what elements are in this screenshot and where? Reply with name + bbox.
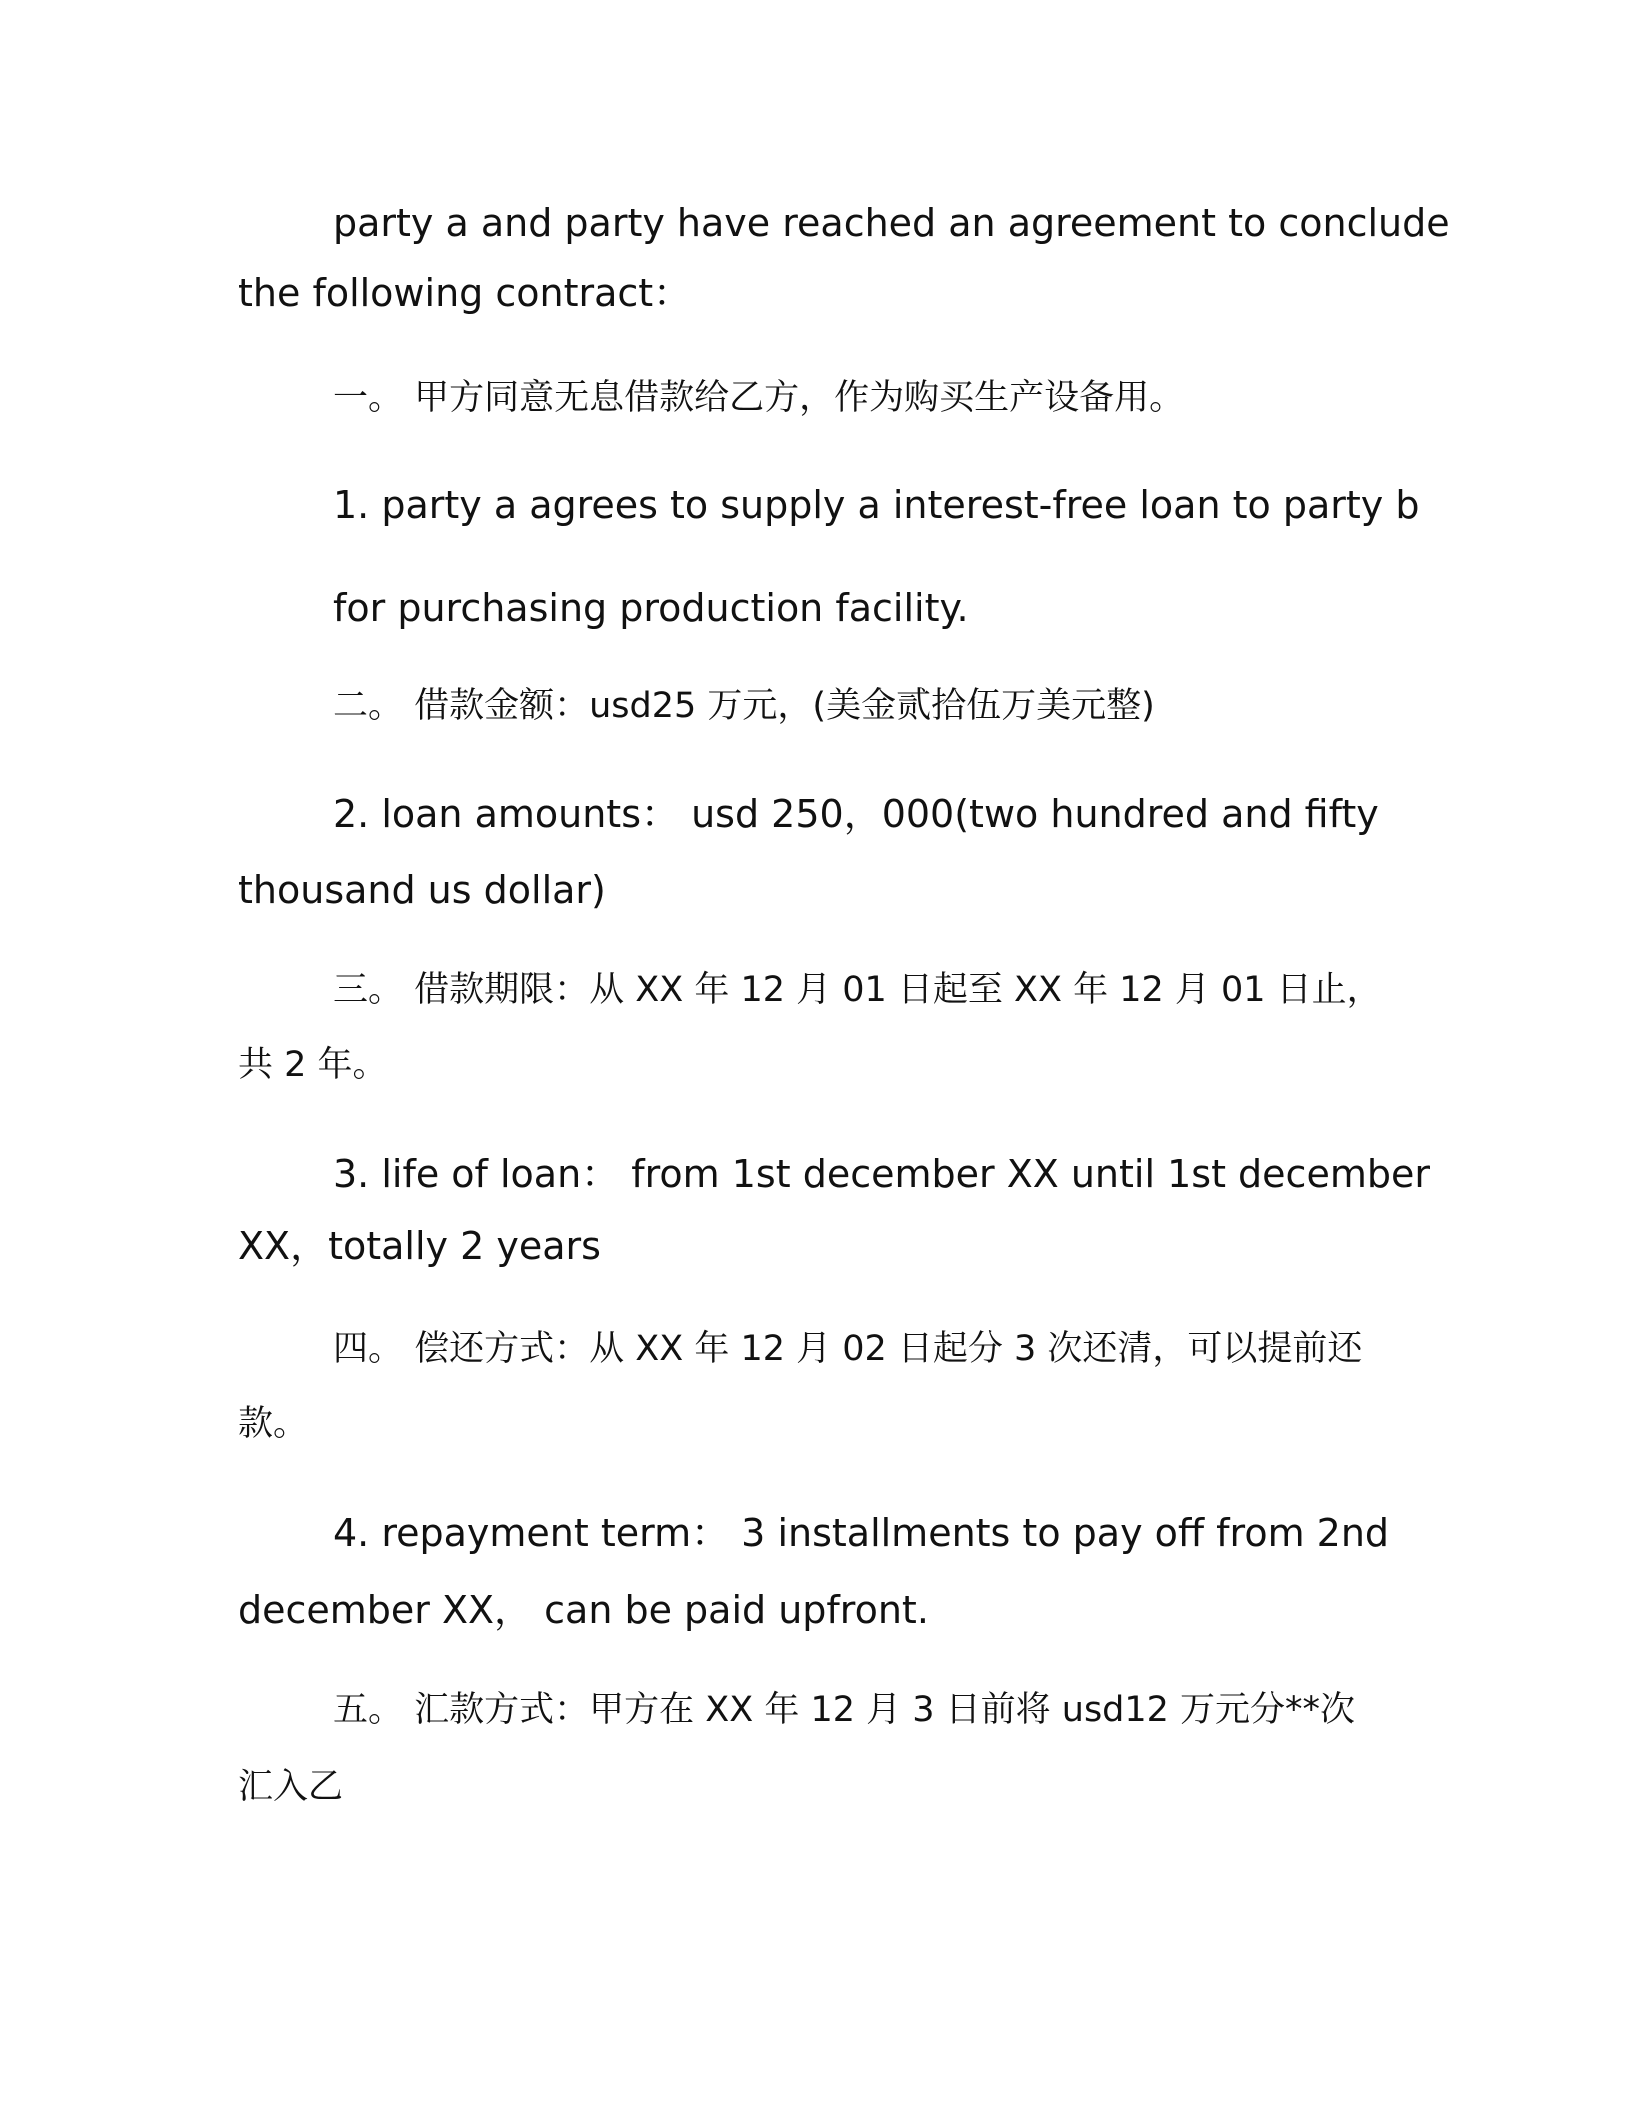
clause-4-cn-line-2: 款。 <box>238 1404 309 1444</box>
intro-line-1: party a and party have reached an agreement to conclude <box>333 201 1450 245</box>
clause-1-en-line-1: 1. party a agrees to supply a interest-free loan to party b <box>333 483 1420 527</box>
clause-5-cn-line-1: 五。 汇款方式：甲方在 XX 年 12 月 3 日前将 usd12 万元分**次 <box>333 1690 1356 1730</box>
clause-3-en-line-2: XX，totally 2 years <box>238 1224 601 1268</box>
clause-2-cn: 二。 借款金额：usd25 万元，(美金贰拾伍万美元整) <box>333 686 1155 726</box>
clause-3-en-line-1: 3. life of loan： from 1st december XX until 1st december <box>333 1152 1430 1196</box>
clause-1-en-line-2: for purchasing production facility. <box>333 586 969 630</box>
clause-4-en-line-1: 4. repayment term： 3 installments to pay off from 2nd <box>333 1511 1390 1555</box>
intro-line-2: the following contract： <box>238 271 692 315</box>
clause-4-en-line-2: december XX， can be paid upfront. <box>238 1588 929 1632</box>
clause-4-cn-line-1: 四。 偿还方式：从 XX 年 12 月 02 日起分 3 次还清，可以提前还 <box>333 1329 1363 1369</box>
clause-3-cn-line-1: 三。 借款期限：从 XX 年 12 月 01 日起至 XX 年 12 月 01 日止， <box>333 970 1382 1010</box>
clause-2-en-line-1: 2. loan amounts： usd 250，000(two hundred and fifty <box>333 792 1379 836</box>
clause-3-cn-line-2: 共 2 年。 <box>238 1045 388 1085</box>
clause-5-cn-line-2: 汇入乙 <box>238 1767 344 1807</box>
clause-2-en-line-2: thousand us dollar) <box>238 868 606 912</box>
clause-1-cn: 一。 甲方同意无息借款给乙方，作为购买生产设备用。 <box>333 378 1185 418</box>
